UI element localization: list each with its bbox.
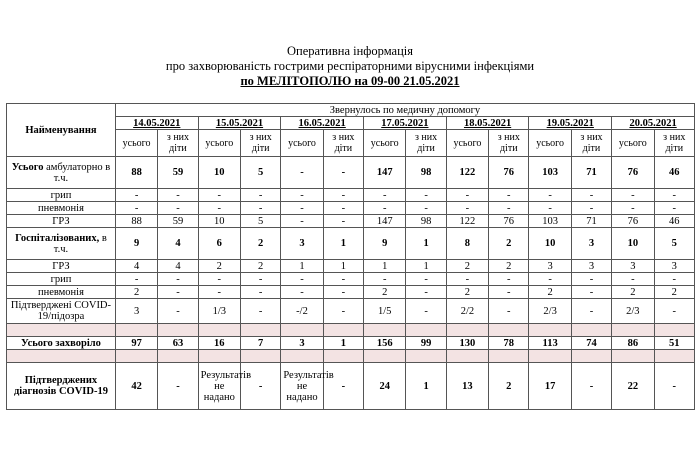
value-children: 5 — [240, 215, 280, 228]
subheader-total: усього — [612, 130, 654, 157]
value-total: - — [115, 273, 157, 286]
value-total: 2 — [612, 286, 654, 299]
value-children: 4 — [158, 260, 198, 273]
value-children: - — [240, 299, 280, 324]
value-children: - — [406, 286, 446, 299]
value-children: 2 — [240, 228, 280, 260]
morbidity-table — [6, 103, 695, 410]
separator-cell — [240, 324, 280, 337]
separator-cell — [281, 350, 323, 363]
value-total: 2 — [446, 260, 488, 273]
separator-cell — [529, 324, 571, 337]
value-total: - — [612, 202, 654, 215]
value-total: - — [529, 189, 571, 202]
value-children: - — [323, 286, 363, 299]
value-total: 76 — [612, 215, 654, 228]
value-children: - — [654, 202, 695, 215]
value-children: - — [323, 273, 363, 286]
group-header: Звернулось по медичну допомогу — [115, 104, 694, 117]
value-children: - — [406, 299, 446, 324]
separator-cell — [158, 350, 198, 363]
value-total: 4 — [115, 260, 157, 273]
value-children: - — [240, 363, 280, 410]
value-children: 7 — [240, 337, 280, 350]
value-total: 8 — [446, 228, 488, 260]
value-children: - — [406, 202, 446, 215]
value-children: - — [489, 189, 529, 202]
subheader-total: усього — [529, 130, 571, 157]
value-children: 1 — [406, 363, 446, 410]
value-children: 3 — [571, 228, 611, 260]
value-children: 2 — [240, 260, 280, 273]
value-total: 2/3 — [612, 299, 654, 324]
table-row — [7, 202, 695, 215]
value-total: 156 — [364, 337, 406, 350]
date-header: 17.05.2021 — [364, 117, 447, 130]
subheader-total: усього — [115, 130, 157, 157]
value-children: 78 — [489, 337, 529, 350]
subheader-children: з них діти — [654, 130, 695, 157]
row-label — [7, 228, 116, 260]
value-total: 3 — [612, 260, 654, 273]
row-label-bold: Госпіталізованих, — [15, 232, 100, 244]
table-row — [7, 215, 695, 228]
separator-cell — [364, 350, 406, 363]
row-label: ГРЗ — [7, 215, 116, 228]
value-children: - — [654, 299, 695, 324]
value-children: - — [323, 202, 363, 215]
value-children: 59 — [158, 157, 198, 189]
date-header: 20.05.2021 — [612, 117, 695, 130]
value-children: 98 — [406, 215, 446, 228]
row-label-bold: Усього — [11, 161, 44, 173]
separator-cell — [489, 350, 529, 363]
value-total: - — [115, 202, 157, 215]
separator-cell — [654, 350, 695, 363]
separator-cell — [406, 324, 446, 337]
value-children: - — [240, 286, 280, 299]
value-total: - — [281, 202, 323, 215]
date-header: 18.05.2021 — [446, 117, 529, 130]
subheader-children: з них діти — [323, 130, 363, 157]
value-total: 1 — [364, 260, 406, 273]
row-label: ГРЗ — [7, 260, 116, 273]
separator-cell — [158, 324, 198, 337]
value-children: 1 — [406, 260, 446, 273]
subheader-children: з них діти — [406, 130, 446, 157]
value-children: - — [158, 189, 198, 202]
separator-cell — [446, 324, 488, 337]
value-children: - — [323, 189, 363, 202]
row-label: грип — [7, 189, 116, 202]
value-total: - — [364, 273, 406, 286]
table-row — [7, 260, 695, 273]
separator-cell — [115, 324, 157, 337]
value-children: 74 — [571, 337, 611, 350]
table-row — [7, 299, 695, 324]
value-total: 2 — [446, 286, 488, 299]
value-children: 1 — [323, 260, 363, 273]
value-total: 88 — [115, 157, 157, 189]
subheader-total: усього — [364, 130, 406, 157]
separator-row — [7, 350, 695, 363]
separator-cell — [446, 350, 488, 363]
value-total: 6 — [198, 228, 240, 260]
separator-cell — [7, 324, 116, 337]
separator-cell — [323, 324, 363, 337]
value-children: 2 — [654, 286, 695, 299]
row-label: пневмонія — [7, 286, 116, 299]
value-children: - — [489, 273, 529, 286]
value-total: - — [281, 273, 323, 286]
value-children: - — [571, 286, 611, 299]
value-children: 76 — [489, 215, 529, 228]
subheader-total: усього — [281, 130, 323, 157]
value-children: 76 — [489, 157, 529, 189]
row-label-bold: Усього захворіло — [21, 337, 101, 349]
value-total: Результатів не надано — [281, 363, 323, 410]
value-children: - — [654, 273, 695, 286]
value-total: - — [115, 189, 157, 202]
row-label — [7, 157, 116, 189]
value-total: - — [198, 273, 240, 286]
value-children: 99 — [406, 337, 446, 350]
value-total: 122 — [446, 215, 488, 228]
value-children: - — [323, 363, 363, 410]
value-children: 1 — [323, 337, 363, 350]
value-total: - — [446, 189, 488, 202]
value-total: 97 — [115, 337, 157, 350]
table-row — [7, 228, 695, 260]
date-header: 19.05.2021 — [529, 117, 612, 130]
table-row — [7, 286, 695, 299]
name-column-header: Найменування — [7, 104, 116, 157]
row-label: пневмонія — [7, 202, 116, 215]
value-total: - — [281, 189, 323, 202]
value-children: - — [406, 189, 446, 202]
value-total: 3 — [529, 260, 571, 273]
value-total: - — [446, 202, 488, 215]
value-total: Результатів не надано — [198, 363, 240, 410]
value-children: - — [158, 202, 198, 215]
value-children: - — [240, 202, 280, 215]
value-children: 4 — [158, 228, 198, 260]
value-total: 130 — [446, 337, 488, 350]
value-total: 22 — [612, 363, 654, 410]
value-total: - — [281, 286, 323, 299]
table-body — [7, 157, 695, 410]
value-children: 46 — [654, 157, 695, 189]
value-children: 5 — [240, 157, 280, 189]
value-children: - — [240, 189, 280, 202]
value-total: 1/5 — [364, 299, 406, 324]
date-header: 16.05.2021 — [281, 117, 364, 130]
value-children: - — [158, 299, 198, 324]
separator-cell — [7, 350, 116, 363]
value-total: 10 — [612, 228, 654, 260]
subheader-children: з них діти — [240, 130, 280, 157]
separator-cell — [489, 324, 529, 337]
date-header: 14.05.2021 — [115, 117, 198, 130]
value-children: 46 — [654, 215, 695, 228]
separator-cell — [529, 350, 571, 363]
value-total: 103 — [529, 157, 571, 189]
value-total: - — [446, 273, 488, 286]
value-children: 71 — [571, 157, 611, 189]
value-total: 24 — [364, 363, 406, 410]
value-total: 42 — [115, 363, 157, 410]
value-children: 71 — [571, 215, 611, 228]
value-total: 10 — [198, 215, 240, 228]
value-total: 2 — [115, 286, 157, 299]
date-header: 15.05.2021 — [198, 117, 281, 130]
value-total: - — [364, 189, 406, 202]
separator-cell — [612, 324, 654, 337]
value-children: - — [654, 363, 695, 410]
row-label-rest: в т.ч. — [53, 232, 107, 255]
value-total: 3 — [281, 337, 323, 350]
value-children: - — [571, 363, 611, 410]
value-total: 13 — [446, 363, 488, 410]
value-total: - — [198, 202, 240, 215]
value-children: - — [489, 299, 529, 324]
value-total: - — [364, 202, 406, 215]
value-children: 3 — [654, 260, 695, 273]
row-label-rest: амбулаторно в т.ч. — [46, 161, 111, 184]
value-total: 147 — [364, 215, 406, 228]
value-total: 88 — [115, 215, 157, 228]
subheader-children: з них діти — [158, 130, 198, 157]
value-total: 122 — [446, 157, 488, 189]
value-children: - — [571, 299, 611, 324]
value-children: 2 — [489, 260, 529, 273]
value-total: 2 — [198, 260, 240, 273]
value-total: 16 — [198, 337, 240, 350]
value-total: - — [612, 273, 654, 286]
table-row — [7, 273, 695, 286]
value-children: - — [489, 202, 529, 215]
header-subtitle: про захворюваність гострими респіраторними вірусними інфекціями — [165, 59, 535, 73]
value-children: - — [323, 299, 363, 324]
table-row — [7, 337, 695, 350]
subheader-total: усього — [446, 130, 488, 157]
value-children: - — [323, 157, 363, 189]
value-children: 5 — [654, 228, 695, 260]
value-total: - — [281, 215, 323, 228]
value-total: 147 — [364, 157, 406, 189]
value-children: - — [571, 189, 611, 202]
value-total: 1 — [281, 260, 323, 273]
value-total: - — [529, 273, 571, 286]
value-total: 3 — [115, 299, 157, 324]
value-total: 17 — [529, 363, 571, 410]
separator-cell — [115, 350, 157, 363]
separator-cell — [240, 350, 280, 363]
value-total: 10 — [529, 228, 571, 260]
value-total: 3 — [281, 228, 323, 260]
value-total: - — [529, 202, 571, 215]
separator-cell — [198, 350, 240, 363]
value-children: 1 — [323, 228, 363, 260]
value-children: - — [489, 286, 529, 299]
value-total: - — [198, 189, 240, 202]
value-total: 9 — [364, 228, 406, 260]
separator-cell — [612, 350, 654, 363]
table-row — [7, 157, 695, 189]
table-row — [7, 189, 695, 202]
row-label: грип — [7, 273, 116, 286]
header-title: Оперативна інформація — [286, 44, 413, 58]
table-row — [7, 363, 695, 410]
separator-cell — [323, 350, 363, 363]
value-children: 2 — [489, 228, 529, 260]
value-children: 3 — [571, 260, 611, 273]
subheader-total: усього — [198, 130, 240, 157]
value-total: -/2 — [281, 299, 323, 324]
value-children: - — [240, 273, 280, 286]
value-total: - — [612, 189, 654, 202]
value-children: - — [654, 189, 695, 202]
row-label — [7, 363, 116, 410]
value-total: 86 — [612, 337, 654, 350]
value-children: - — [158, 363, 198, 410]
value-children: 59 — [158, 215, 198, 228]
separator-cell — [281, 324, 323, 337]
value-children: - — [158, 273, 198, 286]
value-children: 51 — [654, 337, 695, 350]
value-total: 9 — [115, 228, 157, 260]
separator-row — [7, 324, 695, 337]
row-label-bold: Підтверджених діагнозів COVID-19 — [13, 375, 108, 397]
value-total: 2 — [529, 286, 571, 299]
value-children: 1 — [406, 228, 446, 260]
separator-cell — [406, 350, 446, 363]
subheader-children: з них діти — [571, 130, 611, 157]
value-children: 98 — [406, 157, 446, 189]
value-total: 10 — [198, 157, 240, 189]
value-total: 76 — [612, 157, 654, 189]
separator-cell — [571, 350, 611, 363]
value-total: 2/2 — [446, 299, 488, 324]
report-header — [0, 44, 700, 89]
separator-cell — [198, 324, 240, 337]
row-label: Підтверджені COVID-19/підозра — [7, 299, 116, 324]
subheader-children: з них діти — [489, 130, 529, 157]
separator-cell — [364, 324, 406, 337]
header-location-date: по МЕЛІТОПОЛЮ на 09-00 21.05.2021 — [240, 74, 460, 88]
value-children: - — [158, 286, 198, 299]
row-label — [7, 337, 116, 350]
separator-cell — [654, 324, 695, 337]
value-children: - — [571, 202, 611, 215]
value-total: 103 — [529, 215, 571, 228]
value-total: - — [198, 286, 240, 299]
value-children: - — [571, 273, 611, 286]
value-children: 63 — [158, 337, 198, 350]
value-children: - — [406, 273, 446, 286]
value-children: 2 — [489, 363, 529, 410]
value-total: 113 — [529, 337, 571, 350]
value-total: 2 — [364, 286, 406, 299]
separator-cell — [571, 324, 611, 337]
value-children: - — [323, 215, 363, 228]
value-total: 1/3 — [198, 299, 240, 324]
value-total: - — [281, 157, 323, 189]
value-total: 2/3 — [529, 299, 571, 324]
